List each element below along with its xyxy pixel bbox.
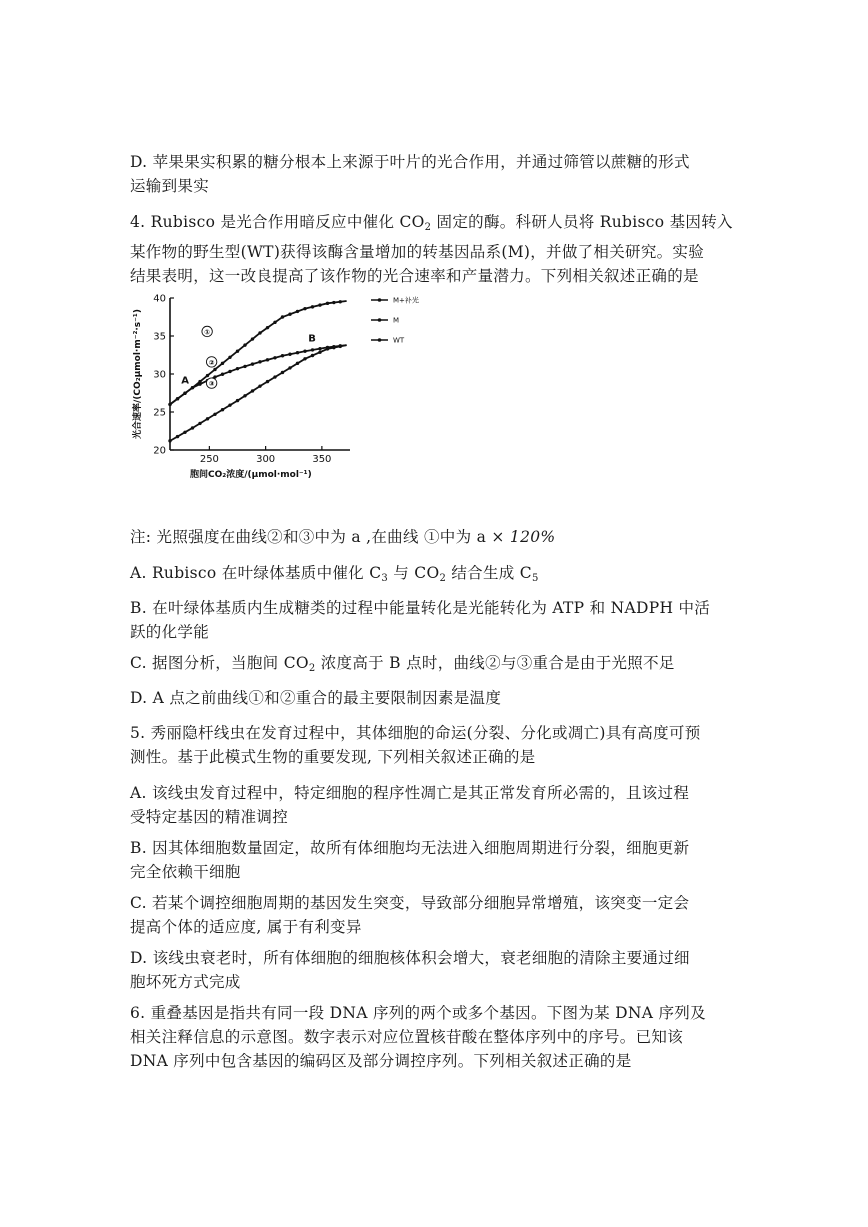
chart-x-axis-label: 胞间CO₂浓度/(μmol·mol⁻¹) — [190, 470, 312, 480]
series-point-2 — [296, 351, 299, 354]
legend-label-2: M — [393, 316, 400, 325]
legend-label-1: M+补光 — [393, 296, 419, 305]
series-point-1 — [273, 321, 276, 324]
series-line-3 — [170, 345, 347, 441]
x-tick-label: 350 — [312, 454, 332, 465]
q4-option-a-s2: 2 — [439, 573, 447, 584]
series-line-2 — [170, 345, 347, 404]
series-point-1 — [332, 301, 335, 304]
q5-option-a-line1: A. 该线虫发育过程中，特定细胞的程序性凋亡是其正常发育所必需的，且该过程 — [130, 784, 690, 802]
series-point-3 — [191, 426, 194, 429]
series-point-3 — [228, 403, 231, 406]
y-tick-label: 35 — [153, 331, 166, 343]
series-point-1 — [266, 326, 269, 329]
q5-option-a — [130, 781, 740, 829]
q4-option-a-t2: 与 CO — [388, 564, 440, 582]
q5-option-d — [130, 946, 740, 994]
series-point-3 — [198, 422, 201, 425]
q4-option-b-line2: 跃的化学能 — [130, 623, 210, 641]
series-point-3 — [273, 375, 276, 378]
series-point-2 — [281, 354, 284, 357]
series-point-1 — [296, 310, 299, 313]
series-point-3 — [332, 346, 335, 349]
series-point-1 — [206, 374, 209, 377]
y-tick-label: 20 — [153, 445, 166, 457]
q4-note-italic: 120% — [509, 528, 556, 546]
series-point-3 — [183, 431, 186, 434]
x-tick-label: 250 — [199, 454, 219, 465]
series-point-1 — [303, 307, 306, 310]
series-point-2 — [266, 358, 269, 361]
chart-axes — [170, 298, 350, 450]
q4-stem-line3: 结果表明，这一改良提高了该作物的光合速率和产量潜力。下列相关叙述正确的是 — [130, 267, 699, 285]
series-point-2 — [191, 386, 194, 389]
series-point-3 — [281, 371, 284, 374]
series-point-1 — [221, 362, 224, 365]
legend-label-3: WT — [393, 336, 405, 345]
q4-option-c-t1: C. 据图分析，当胞间 CO — [130, 654, 309, 672]
q5-option-b — [130, 836, 740, 884]
chart-annotations — [181, 326, 316, 388]
q5-option-d-line1: D. 该线虫衰老时，所有体细胞的细胞核体积会增大，衰老细胞的清除主要通过细 — [130, 949, 690, 967]
series-point-2 — [303, 350, 306, 353]
q4-option-b-line1: B. 在叶绿体基质内生成糖类的过程中能量转化是光能转化为 ATP 和 NADPH 中活 — [130, 599, 711, 617]
point-label-A: A — [181, 375, 189, 387]
y-tick-label: 40 — [153, 293, 166, 305]
series-point-2 — [236, 367, 239, 370]
series-point-3 — [296, 362, 299, 365]
legend-marker — [378, 298, 382, 302]
series-point-3 — [318, 351, 321, 354]
series-point-1 — [318, 303, 321, 306]
series-point-3 — [168, 439, 171, 442]
q4-option-a — [130, 561, 740, 591]
series-point-2 — [221, 373, 224, 376]
series-point-3 — [221, 408, 224, 411]
series-point-2 — [251, 362, 254, 365]
q6-stem-line3: DNA 序列中包含基因的编码区及部分调控序列。下列相关叙述正确的是 — [130, 1052, 632, 1070]
curve-label-1: ① — [204, 328, 211, 337]
chart-legend — [371, 296, 419, 345]
series-point-3 — [303, 357, 306, 360]
x-tick-label: 300 — [256, 454, 276, 465]
series-point-1 — [236, 350, 239, 353]
q4-option-c-s1: 2 — [308, 663, 316, 674]
q5-stem — [130, 721, 740, 769]
series-point-3 — [326, 347, 329, 350]
q3-option-d-line2: 运输到果实 — [130, 177, 210, 195]
series-point-2 — [183, 392, 186, 395]
q4-stem-sub1: 2 — [424, 222, 432, 233]
q5-option-a-line2: 受特定基因的精准调控 — [130, 808, 289, 826]
series-point-3 — [258, 384, 261, 387]
q4-note-main: 注: 光照强度在曲线②和③中为 a ,在曲线 ①中为 a × — [130, 528, 510, 546]
q4-option-a-t3: 结合生成 C — [446, 564, 532, 582]
q4-option-c — [130, 651, 740, 681]
series-point-2 — [198, 382, 201, 385]
q4-stem-line2: 某作物的野生型(WT)获得该酶含量增加的转基因品系(M)，并做了相关研究。实验 — [130, 243, 705, 261]
y-tick-label: 30 — [153, 369, 166, 381]
q6-stem-line1: 6. 重叠基因是指共有同一段 DNA 序列的两个或多个基因。下图为某 DNA 序列及 — [130, 1004, 706, 1022]
series-point-2 — [258, 360, 261, 363]
series-point-2 — [176, 397, 179, 400]
chart-ticks — [153, 294, 331, 466]
series-point-1 — [339, 300, 342, 303]
q3-option-d — [130, 150, 740, 198]
series-point-1 — [258, 331, 261, 334]
series-point-2 — [318, 347, 321, 350]
q5-option-b-line2: 完全依赖干细胞 — [130, 863, 241, 881]
chart-y-axis-label: 光合速率/(CO₂μmol·m⁻²·s⁻¹) — [133, 309, 143, 439]
series-point-1 — [213, 368, 216, 371]
q5-option-c-line1: C. 若某个调控细胞周期的基因发生突变，导致部分细胞异常增殖，该突变一定会 — [130, 894, 690, 912]
series-point-1 — [243, 343, 246, 346]
series-point-3 — [311, 354, 314, 357]
series-point-2 — [168, 403, 171, 406]
q4-stem-part1: 4. Rubisco 是光合作用暗反应中催化 CO — [130, 213, 425, 231]
curve-label-3: ③ — [208, 380, 215, 389]
series-point-3 — [236, 399, 239, 402]
series-point-1 — [281, 315, 284, 318]
q5-stem-line1: 5. 秀丽隐杆线虫在发育过程中，其体细胞的命运(分裂、分化或凋亡)具有高度可预 — [130, 724, 701, 742]
q4-stem — [130, 210, 740, 288]
series-point-3 — [251, 389, 254, 392]
series-point-1 — [251, 337, 254, 340]
series-point-1 — [228, 356, 231, 359]
q4-option-a-s3: 5 — [531, 573, 539, 584]
series-point-2 — [311, 348, 314, 351]
q3-option-d-line1: D. 苹果果实积累的糖分根本上来源于叶片的光合作用，并通过筛管以蔗糖的形式 — [130, 153, 690, 171]
q4-stem-part2: 固定的酶。科研人员将 Rubisco 基因转入 — [431, 213, 733, 231]
point-label-B: B — [308, 333, 316, 345]
series-point-3 — [213, 413, 216, 416]
series-point-2 — [273, 356, 276, 359]
chart-series — [168, 300, 346, 442]
q4-note — [130, 525, 740, 549]
series-point-2 — [228, 370, 231, 373]
series-point-3 — [176, 435, 179, 438]
series-point-3 — [243, 394, 246, 397]
series-point-3 — [266, 380, 269, 383]
series-point-2 — [288, 353, 291, 356]
series-point-1 — [326, 302, 329, 305]
photosynthesis-chart — [128, 288, 428, 488]
q4-option-a-t1: A. Rubisco 在叶绿体基质中催化 C — [130, 564, 382, 582]
q4-option-b — [130, 596, 740, 644]
series-point-2 — [243, 365, 246, 368]
q5-option-d-line2: 胞坏死方式完成 — [130, 973, 241, 991]
q6-stem-line2: 相关注释信息的示意图。数字表示对应位置核苷酸在整体序列中的序号。已知该 — [130, 1028, 684, 1046]
q5-option-c — [130, 891, 740, 939]
q6-stem — [130, 1001, 740, 1073]
series-point-3 — [288, 366, 291, 369]
series-point-1 — [311, 305, 314, 308]
q4-option-d: D. A 点之前曲线①和②重合的最主要限制因素是温度 — [130, 689, 502, 707]
series-point-3 — [206, 417, 209, 420]
q4-option-c-t2: 浓度高于 B 点时，曲线②与③重合是由于光照不足 — [315, 654, 675, 672]
series-point-1 — [288, 313, 291, 316]
y-tick-label: 25 — [153, 407, 166, 419]
curve-label-2: ② — [208, 358, 215, 367]
series-point-3 — [339, 345, 342, 348]
legend-marker — [378, 318, 382, 322]
q5-option-b-line1: B. 因其体细胞数量固定，故所有体细胞均无法进入细胞周期进行分裂，细胞更新 — [130, 839, 690, 857]
legend-marker — [378, 338, 382, 342]
q5-stem-line2: 测性。基于此模式生物的重要发现, 下列相关叙述正确的是 — [130, 748, 536, 766]
q4-option-a-s1: 3 — [381, 573, 389, 584]
q5-option-c-line2: 提高个体的适应度, 属于有利变异 — [130, 918, 362, 936]
